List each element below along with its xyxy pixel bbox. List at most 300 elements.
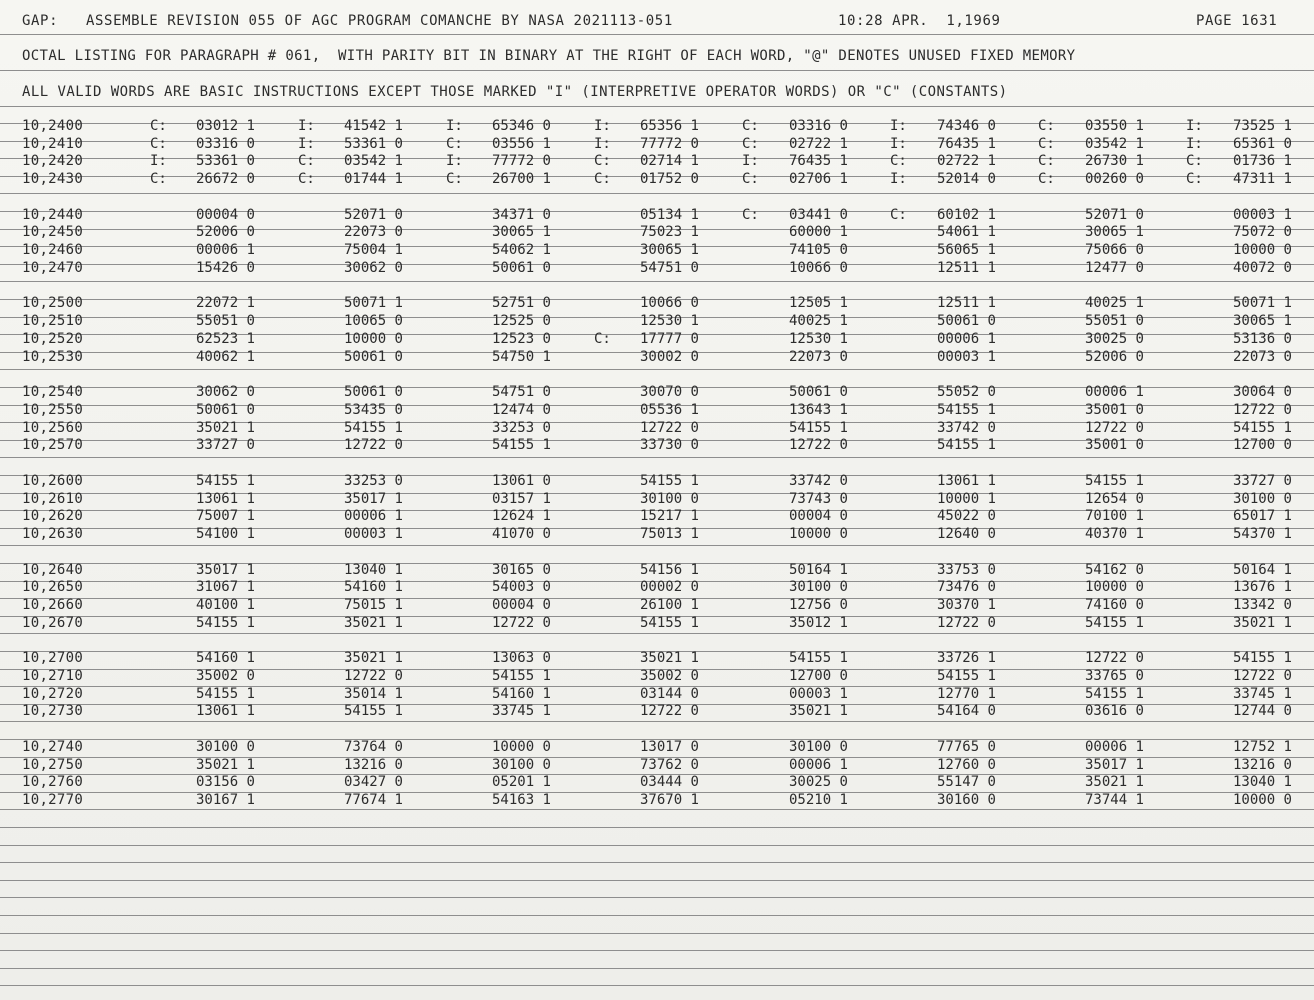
octal-word [401, 117, 551, 135]
word-type-marker: I: [150, 153, 167, 170]
word-address: 10,2640 [22, 561, 84, 578]
octal-word [1142, 206, 1292, 224]
octal-word [994, 170, 1144, 188]
octal-word [698, 525, 848, 543]
word-address: 10,2720 [22, 685, 84, 702]
word-value: 53361 0 [195, 153, 255, 170]
octal-word [253, 738, 403, 756]
octal-word [1142, 773, 1292, 791]
word-value: 12640 0 [936, 525, 996, 542]
word-value: 65017 1 [1232, 508, 1292, 525]
octal-word [105, 561, 255, 579]
word-type-marker: I: [1186, 135, 1203, 152]
word-value: 54155 1 [1232, 650, 1292, 667]
word-type-marker: I: [594, 118, 611, 134]
octal-word [401, 330, 551, 348]
word-value: 30100 0 [1232, 490, 1292, 507]
word-value: 12474 0 [491, 401, 551, 418]
octal-word [994, 702, 1144, 720]
word-value: 50061 0 [195, 401, 255, 418]
word-value: 03550 1 [1084, 118, 1144, 134]
octal-word [846, 685, 996, 703]
octal-word [994, 596, 1144, 614]
word-value: 00004 0 [788, 508, 848, 525]
word-value: 40025 1 [1084, 295, 1144, 312]
word-value: 30100 0 [788, 579, 848, 596]
octal-word [401, 773, 551, 791]
word-value: 50061 0 [343, 348, 403, 365]
word-address: 10,2520 [22, 330, 84, 347]
word-type-marker: C: [446, 171, 463, 188]
octal-word [105, 614, 255, 632]
octal-word [401, 223, 551, 241]
word-address: 10,2510 [22, 313, 84, 330]
octal-word [105, 330, 255, 348]
word-value: 12722 0 [1084, 650, 1144, 667]
octal-word [1142, 472, 1292, 490]
octal-word [994, 525, 1144, 543]
word-type-marker: C: [1038, 135, 1055, 152]
word-type-marker: C: [742, 135, 759, 152]
word-value: 54750 1 [491, 348, 551, 365]
octal-word [1142, 791, 1292, 809]
octal-word [105, 170, 255, 188]
word-address: 10,2430 [22, 171, 84, 188]
word-value: 75004 1 [343, 242, 403, 259]
word-value: 33727 0 [1232, 472, 1292, 489]
octal-word [1142, 561, 1292, 579]
word-value: 60102 1 [936, 206, 996, 223]
word-value: 13342 0 [1232, 596, 1292, 613]
word-value: 33730 0 [639, 437, 699, 454]
octal-word [105, 259, 255, 277]
word-value: 13061 1 [195, 490, 255, 507]
octal-word [846, 419, 996, 437]
word-value: 30070 0 [639, 384, 699, 401]
octal-word [253, 756, 403, 774]
octal-word [401, 738, 551, 756]
table-row [0, 419, 1314, 437]
octal-word [105, 667, 255, 685]
octal-word [105, 241, 255, 259]
octal-word [105, 756, 255, 774]
octal-word [846, 791, 996, 809]
word-value: 75072 0 [1232, 224, 1292, 241]
octal-word [1142, 312, 1292, 330]
word-type-marker: C: [742, 171, 759, 188]
word-value: 22073 0 [343, 224, 403, 241]
octal-word [1142, 419, 1292, 437]
word-value: 54164 0 [936, 703, 996, 720]
word-value: 13061 0 [491, 472, 551, 489]
word-value: 74346 0 [936, 118, 996, 134]
word-value: 33742 0 [936, 419, 996, 436]
octal-word [994, 206, 1144, 224]
octal-word [253, 525, 403, 543]
octal-word [549, 791, 699, 809]
word-value: 13040 1 [1232, 774, 1292, 791]
word-value: 35021 1 [788, 703, 848, 720]
octal-word [1142, 614, 1292, 632]
word-address: 10,2470 [22, 259, 84, 276]
octal-word [1142, 436, 1292, 454]
word-address: 10,2660 [22, 596, 84, 613]
word-value: 02706 1 [788, 171, 848, 188]
octal-word [1142, 490, 1292, 508]
word-value: 26730 1 [1084, 153, 1144, 170]
octal-word [994, 117, 1144, 135]
word-address: 10,2550 [22, 401, 84, 418]
octal-word [401, 436, 551, 454]
word-value: 77772 0 [491, 153, 551, 170]
word-type-marker: C: [742, 206, 759, 223]
word-type-marker: C: [150, 118, 167, 134]
octal-word [1142, 330, 1292, 348]
octal-word [549, 525, 699, 543]
octal-word [846, 117, 996, 135]
word-value: 54155 1 [1084, 685, 1144, 702]
octal-word [401, 294, 551, 312]
table-row [0, 259, 1314, 277]
word-value: 52751 0 [491, 295, 551, 312]
word-value: 52071 0 [343, 206, 403, 223]
word-value: 13061 1 [936, 472, 996, 489]
word-value: 54163 1 [491, 792, 551, 808]
table-row [0, 649, 1314, 667]
word-type-marker: I: [594, 135, 611, 152]
word-value: 26700 1 [491, 171, 551, 188]
octal-word [994, 330, 1144, 348]
word-type-marker: C: [298, 153, 315, 170]
octal-word [994, 667, 1144, 685]
word-value: 54155 1 [343, 419, 403, 436]
word-value: 12505 1 [788, 295, 848, 312]
word-value: 22073 0 [788, 348, 848, 365]
word-address: 10,2730 [22, 703, 84, 720]
octal-word [994, 685, 1144, 703]
word-type-marker: I: [742, 153, 759, 170]
octal-word [994, 152, 1144, 170]
word-value: 03316 0 [195, 135, 255, 152]
word-value: 30065 1 [1232, 313, 1292, 330]
word-value: 37670 1 [639, 792, 699, 808]
octal-word [105, 773, 255, 791]
octal-word [549, 294, 699, 312]
word-value: 55051 0 [1084, 313, 1144, 330]
word-value: 12722 0 [639, 419, 699, 436]
table-row [0, 667, 1314, 685]
word-value: 35017 1 [1084, 756, 1144, 773]
octal-word [846, 259, 996, 277]
octal-word [1142, 525, 1292, 543]
octal-word [994, 383, 1144, 401]
octal-word [401, 614, 551, 632]
word-type-marker: I: [890, 118, 907, 134]
word-value: 40062 1 [195, 348, 255, 365]
octal-word [698, 649, 848, 667]
octal-word [253, 472, 403, 490]
word-value: 35017 1 [343, 490, 403, 507]
word-value: 03444 0 [639, 774, 699, 791]
word-value: 12722 0 [491, 614, 551, 631]
word-value: 12523 0 [491, 330, 551, 347]
octal-word [994, 135, 1144, 153]
table-row [0, 578, 1314, 596]
word-value: 41542 1 [343, 118, 403, 134]
word-value: 00006 1 [343, 508, 403, 525]
octal-word [1142, 667, 1292, 685]
word-address: 10,2630 [22, 525, 84, 542]
word-type-marker: I: [890, 171, 907, 188]
octal-word [105, 490, 255, 508]
word-value: 50061 0 [936, 313, 996, 330]
octal-word [1142, 170, 1292, 188]
word-value: 76435 1 [936, 135, 996, 152]
octal-word [1142, 401, 1292, 419]
word-value: 15217 1 [639, 508, 699, 525]
word-type-marker: C: [742, 118, 759, 134]
word-value: 10000 0 [343, 330, 403, 347]
octal-word [994, 294, 1144, 312]
word-value: 10000 0 [1232, 792, 1292, 808]
word-address: 10,2650 [22, 579, 84, 596]
octal-word [105, 596, 255, 614]
octal-word [1142, 223, 1292, 241]
word-value: 33745 1 [1232, 685, 1292, 702]
word-value: 12722 0 [343, 667, 403, 684]
word-value: 10000 0 [491, 738, 551, 755]
octal-word [549, 561, 699, 579]
word-address: 10,2440 [22, 206, 84, 223]
octal-word [401, 348, 551, 366]
word-value: 40025 1 [788, 313, 848, 330]
word-value: 00004 0 [195, 206, 255, 223]
octal-word [549, 667, 699, 685]
octal-word [105, 383, 255, 401]
octal-word [698, 472, 848, 490]
word-value: 13216 0 [1232, 756, 1292, 773]
octal-word [105, 135, 255, 153]
octal-word [401, 472, 551, 490]
word-value: 54155 1 [1232, 419, 1292, 436]
word-value: 02722 1 [788, 135, 848, 152]
word-type-marker: I: [446, 118, 463, 134]
octal-word [846, 401, 996, 419]
octal-word [253, 578, 403, 596]
octal-word [698, 206, 848, 224]
table-row [0, 561, 1314, 579]
word-value: 54155 1 [195, 614, 255, 631]
octal-word [401, 152, 551, 170]
word-value: 12700 0 [788, 667, 848, 684]
octal-word [698, 419, 848, 437]
octal-word [698, 490, 848, 508]
timestamp: 10:28 APR. 1,1969 [838, 13, 1001, 29]
word-value: 22073 0 [1232, 348, 1292, 365]
octal-word [253, 773, 403, 791]
word-type-marker: C: [1038, 118, 1055, 134]
octal-word [994, 791, 1144, 809]
table-row [0, 241, 1314, 259]
assemble-title: ASSEMBLE REVISION 055 OF AGC PROGRAM COMANCHE BY NASA 2021113-051 [86, 13, 673, 29]
word-value: 30002 0 [639, 348, 699, 365]
word-value: 54061 1 [936, 224, 996, 241]
word-value: 00006 1 [195, 242, 255, 259]
octal-word [105, 348, 255, 366]
table-row [0, 507, 1314, 525]
word-value: 73762 0 [639, 756, 699, 773]
octal-word [994, 561, 1144, 579]
word-value: 03542 1 [343, 153, 403, 170]
word-address: 10,2400 [22, 118, 84, 134]
word-value: 35002 0 [195, 667, 255, 684]
octal-word [846, 206, 996, 224]
word-value: 13216 0 [343, 756, 403, 773]
word-value: 05210 1 [788, 792, 848, 808]
word-value: 01752 0 [639, 171, 699, 188]
octal-word [105, 525, 255, 543]
octal-word [253, 241, 403, 259]
octal-word [401, 490, 551, 508]
word-value: 01744 1 [343, 171, 403, 188]
word-value: 54155 1 [936, 401, 996, 418]
octal-word [994, 436, 1144, 454]
word-value: 50071 1 [1232, 295, 1292, 312]
table-row [0, 117, 1314, 135]
octal-word [549, 383, 699, 401]
word-type-marker: C: [890, 206, 907, 223]
word-value: 75023 1 [639, 224, 699, 241]
word-value: 03441 0 [788, 206, 848, 223]
octal-word [698, 330, 848, 348]
word-value: 45022 0 [936, 508, 996, 525]
word-value: 75066 0 [1084, 242, 1144, 259]
word-value: 55147 0 [936, 774, 996, 791]
octal-word [846, 614, 996, 632]
octal-word [994, 756, 1144, 774]
word-address: 10,2530 [22, 348, 84, 365]
word-value: 03157 1 [491, 490, 551, 507]
octal-word [401, 419, 551, 437]
octal-word [105, 312, 255, 330]
octal-word [549, 348, 699, 366]
octal-word [846, 135, 996, 153]
octal-word [698, 773, 848, 791]
table-row [0, 223, 1314, 241]
word-value: 30167 1 [195, 792, 255, 808]
word-value: 02714 1 [639, 153, 699, 170]
word-value: 00003 1 [788, 685, 848, 702]
word-value: 12511 1 [936, 295, 996, 312]
word-value: 03616 0 [1084, 703, 1144, 720]
octal-word [698, 401, 848, 419]
table-row [0, 294, 1314, 312]
octal-word [846, 294, 996, 312]
octal-word [698, 685, 848, 703]
octal-word [698, 756, 848, 774]
octal-word [1142, 294, 1292, 312]
octal-word [253, 401, 403, 419]
octal-word [401, 667, 551, 685]
octal-word [105, 206, 255, 224]
word-value: 13063 0 [491, 650, 551, 667]
word-value: 13040 1 [343, 561, 403, 578]
octal-word [401, 685, 551, 703]
word-type-marker: I: [1186, 118, 1203, 134]
octal-word [401, 259, 551, 277]
word-address: 10,2620 [22, 508, 84, 525]
word-value: 73764 0 [343, 738, 403, 755]
octal-word [698, 791, 848, 809]
word-value: 52014 0 [936, 171, 996, 188]
word-value: 77765 0 [936, 738, 996, 755]
word-value: 50061 0 [788, 384, 848, 401]
word-value: 73743 0 [788, 490, 848, 507]
word-value: 35021 1 [1232, 614, 1292, 631]
word-value: 75015 1 [343, 596, 403, 613]
octal-word [549, 614, 699, 632]
word-value: 30065 1 [491, 224, 551, 241]
word-type-marker: C: [446, 135, 463, 152]
octal-word [994, 401, 1144, 419]
octal-word [846, 702, 996, 720]
octal-word [549, 756, 699, 774]
word-value: 75013 1 [639, 525, 699, 542]
word-value: 50071 1 [343, 295, 403, 312]
octal-word [846, 436, 996, 454]
word-value: 03144 0 [639, 685, 699, 702]
word-value: 33727 0 [195, 437, 255, 454]
word-value: 00006 1 [788, 756, 848, 773]
word-value: 30062 0 [195, 384, 255, 401]
octal-word [549, 738, 699, 756]
octal-word [1142, 507, 1292, 525]
word-type-marker: C: [1186, 171, 1203, 188]
word-value: 03156 0 [195, 774, 255, 791]
word-value: 73744 1 [1084, 792, 1144, 808]
octal-word [846, 152, 996, 170]
word-address: 10,2610 [22, 490, 84, 507]
octal-word [1142, 241, 1292, 259]
word-type-marker: C: [298, 171, 315, 188]
word-value: 73525 1 [1232, 118, 1292, 134]
word-address: 10,2410 [22, 135, 84, 152]
word-value: 10000 1 [936, 490, 996, 507]
word-address: 10,2700 [22, 650, 84, 667]
word-value: 00003 1 [936, 348, 996, 365]
word-value: 12624 1 [491, 508, 551, 525]
octal-word [698, 578, 848, 596]
octal-word [1142, 383, 1292, 401]
octal-word [994, 241, 1144, 259]
word-value: 12722 0 [1232, 667, 1292, 684]
word-value: 12530 1 [639, 313, 699, 330]
word-value: 54155 1 [1084, 614, 1144, 631]
octal-word [846, 223, 996, 241]
octal-word [994, 507, 1144, 525]
word-value: 54162 0 [1084, 561, 1144, 578]
word-address: 10,2710 [22, 667, 84, 684]
octal-word [401, 596, 551, 614]
octal-word [1142, 685, 1292, 703]
octal-word [253, 294, 403, 312]
octal-word [994, 223, 1144, 241]
word-value: 30100 0 [788, 738, 848, 755]
octal-word [846, 667, 996, 685]
table-row [0, 348, 1314, 366]
octal-word [105, 294, 255, 312]
octal-word [846, 348, 996, 366]
